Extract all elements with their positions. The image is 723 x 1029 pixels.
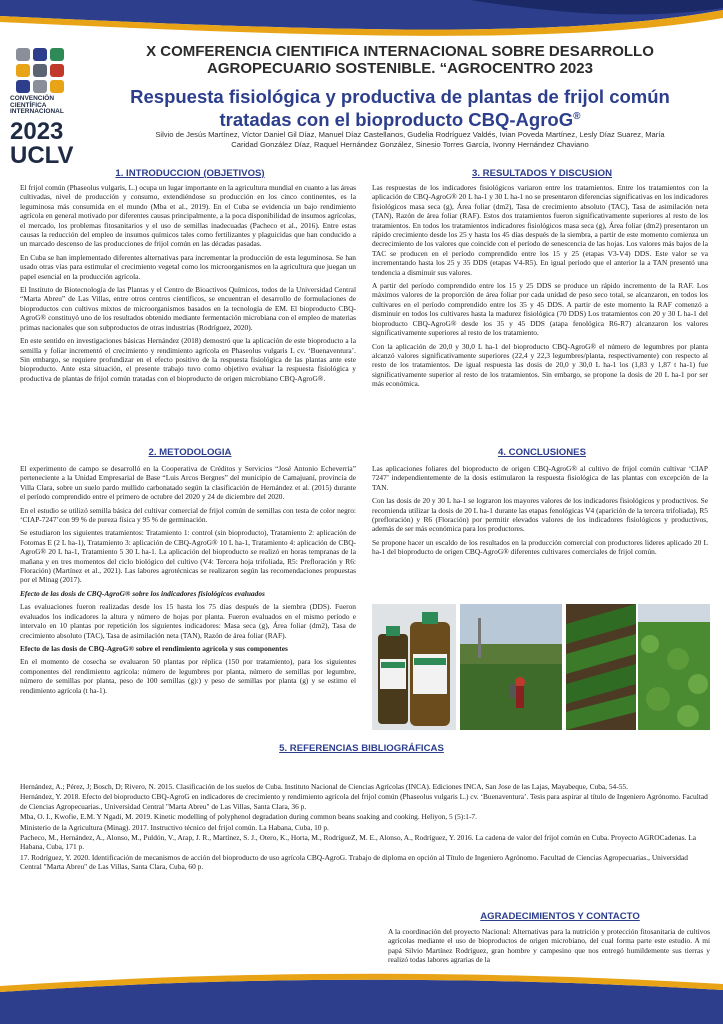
method-subheading: Efecto de las dosis de CBQ-AgroG® sobre el rendimiento agrícola y sus componentes xyxy=(20,643,288,653)
reference-item: Ministerio de la Agricultura (Minag). 2017. Instructivo técnico del frijol común. La Habana, Cuba, 10 p. xyxy=(20,822,329,832)
conference-title xyxy=(100,43,700,77)
reference-item: Pacheco, M., Hernández, A., Alonso, M., Puldón, V., Arap, J. R., Martínez, S. J., Otero, K., Horta, M., RodrígueZ, M. E., Alonso, A., Rodríguez, Y. 2016. La cadena de valor del frijol común en Cuba. Proyecto AGROCadenas. La Habana, Cuba, 171 p. xyxy=(20,833,697,852)
reference-item: 17. Rodríguez, Y. 2020. Identificación de mecanismos de acción del bioproducto de uso agrícola CBQ-AgroG. Trabajo de diploma en opción al Título de Ingeniero Agrónomo. Facultad de Ciencias Agropecuarias., Universidad Central "Marta Abreu" de Las Villas, Santa Clara, Cuba, 60 p. xyxy=(20,852,688,872)
acknowledgements-body: A la coordinación del proyecto Nacional: Alternativas para la nutrición y protección fitosanitaria de cultivos agrícolas mediante el uso de bioproductos de origen microbiano, del cual forma parte este estudio. A mi papá Silvio Martínez Rodríguez, gran hombre y campesino que nos entregó humildemente sus tierras y realizó todas labores agrarias de la xyxy=(388,927,710,965)
intro-body xyxy=(20,183,356,387)
section-title-intro: 1. INTRODUCCION (OBJETIVOS) xyxy=(115,168,265,179)
intro-paragraph: El Instituto de Biotecnología de las Plantas y el Centro de Bioactivos Químicos, todos de la Universidad Central “Marta Abreu” de Las Villas, entre otros centros científicos, se encuentran el desarrollo de formulaciones de bioproductos con cultivos mixtos de microorganismos basados en la tecnología de EM. El bioproducto CBQ-AgroG® constituyó uno de los resultados obtenido mediante fermentación microbiana con el empleo de materias primas nacionales que son subproductos de otras industrias (Rodríguez, 2020). xyxy=(20,285,356,332)
logo-line1: CONVENCIÓN xyxy=(10,95,55,102)
method-paragraph: Se estudiaron los siguientes tratamientos: Tratamiento 1: control (sin bioproducto), Tratamiento 2: aplicación de Fotomas E (2 L ha-1), Tratamiento 3: aplicación de CBQ-AgroG® 10 L ha-1, Tratamiento 4: aplicación de CBQ-AgroG® 20 L ha-1, Tratamiento 5 30 L ha-1. La aplicación del bioproducto se realizó en horas tempranas de la mañana y en tres momentos del ciclo biológico del cultivo (V4: Tercera hoja trifoliada, R5: Prefloración y R6: Floración) (Martínez et al., 2021). Las labores agrotécnicas se realizaron según las recomendaciones propuestas por el Minag (2017). xyxy=(20,528,356,585)
conclusions-body xyxy=(372,464,708,561)
bottom-decorative-band xyxy=(0,970,723,1024)
logo-text xyxy=(10,96,80,168)
logo-org: UCLV xyxy=(10,141,74,169)
method-paragraph: El experimento de campo se desarrolló en la Cooperativa de Créditos y Servicios “José Antonio Echeverría” perteneciente a la Unidad Empresarial de Base “Luis Arcos Bergnes” del municipio de Camajuaní, provincia de Villa Clara, sobre un suelo pardo mullido carbonatado según la clasificación de Hernández et al. (2015) durante el período comprendido entre el primero de octubre del 2020 y 24 de diciembre del 2020. xyxy=(20,464,356,502)
bean-plants-photo xyxy=(638,604,710,730)
intro-paragraph: En Cuba se han implementado diferentes alternativas para incrementar la producción de esta leguminosa. Se han usado otras vías para estimular el crecimiento vegetal como los microorganismos en la agricultura que juegan un papel esencial en la producción agrícola. xyxy=(20,252,356,281)
section-title-results: 3. RESULTADOS Y DISCUSION xyxy=(471,168,613,179)
registered-mark: ® xyxy=(573,111,581,122)
references-list xyxy=(20,782,710,873)
intro-paragraph: En este sentido en investigaciones básicas Hernández (2018) demostró que la aplicación de este bioproducto a la semilla y foliar incrementó el crecimiento y rendimiento agrícola en Phaseolus vulgaris L cv. ‘Buenaventura’. Sin embargo, se requiere profundizar en el efecto positivo de la respuesta fisiológica de las plantas ante este bioproducto. Ante esta situación, el presente trabajo tuvo como objetivo evaluar la respuesta fisiológica y productiva de plantas de frijol común tratadas con el bioproducto de origen microbiano CBQ-AgroG®. xyxy=(20,336,356,383)
methodology-body xyxy=(20,464,356,699)
results-paragraph: Con la aplicación de 20,0 y 30,0 L ha-1 del bioproducto CBQ-AgroG® el número de legumbres por planta alcanzó valores significativamente superiores (22,4 y 22,3 legumbres/planta, respectivamente) con respecto al resto de los tratamientos. De igual respuesta las dosis de 20,0 y 30,0 L ha-1 los (1,83 y 1,87 t ha-1) fue significativamente superior al resto de los tratamientos. Sin embargo, se propone la dosis de 20 L ha-1 por ser más económica. xyxy=(372,341,708,389)
results-body xyxy=(372,183,708,393)
method-paragraph: En el estudio se utilizó semilla básica del cultivar comercial de frijol común de semillas con testa de color negro: ‘CIAP-7247’con 99 % de pureza física y 95 % de germinación. xyxy=(20,505,356,525)
conference-title-line2: AGROPECUARIO SOSTENIBLE. “AGROCENTRO 2023 xyxy=(207,60,593,77)
authors-line1: Silvio de Jesús Martínez, Víctor Daniel Gil Díaz, Manuel Díaz Castellanos, Gudelia Rodríguez Valdés, Ivian Poveda Martínez, Lesly Díaz Suarez, María xyxy=(155,130,665,139)
method-paragraph: En el momento de cosecha se evaluaron 50 plantas por réplica (150 por tratamiento), para los siguientes componentes del rendimiento agrícola: número de legumbres por planta, número de semillas por legumbre, número de semillas por planta, peso de 100 semillas (g):) y peso de semillas por planta (g) y se estimo el rendimiento agrícola (t ha-1). xyxy=(20,657,356,695)
poster-title xyxy=(100,87,700,130)
field-spraying-photo xyxy=(460,604,562,730)
section-title-acknowledgements: AGRADECIMIENTOS Y CONTACTO xyxy=(480,911,640,922)
logo-line3: INTERNACIONAL xyxy=(10,108,64,115)
conclusions-paragraph: Las aplicaciones foliares del bioproducto de origen CBQ-AgroG® al cultivo de frijol común cultivar ‘CIAP 7247’ independientemente de la dosis estimularon la respuesta fisiológica de las plantas con excepción de la TAN. xyxy=(372,464,708,492)
product-bottles-photo xyxy=(372,604,456,730)
top-decorative-band xyxy=(0,0,723,46)
logo-year: 2023 xyxy=(10,117,64,145)
section-title-conclusions: 4. CONCLUSIONES xyxy=(498,447,586,458)
conference-title-line1: X COMFERENCIA CIENTIFICA INTERNACIONAL SOBRE DESARROLLO xyxy=(146,43,654,60)
authors xyxy=(110,130,710,150)
section-title-references: 5. REFERENCIAS BIBLIOGRÁFICAS xyxy=(279,743,444,754)
logo-line2: CIENTÍFICA xyxy=(10,101,47,109)
logo-grid-icon xyxy=(16,48,66,94)
poster-title-line2: tratadas con el bioproducto CBQ-AgroG xyxy=(219,109,574,131)
conference-logo xyxy=(10,46,90,169)
conclusions-paragraph: Con las dosis de 20 y 30 L ha-1 se lograron los mayores valores de los indicadores fisiológicos y productivos. Se recomienda utilizar la dosis de 20 L ha-1 durante las etapas fenológicas V4 (aparición de la tercera trifoliada), R5 (prefloración) y R6 (Floración) por permitir elevados valores de los indicadores fisiológicos y productivos, además de ser más económica para los productores. xyxy=(372,496,708,534)
authors-line2: Caridad González Díaz, Raquel Hernández González, Sinesio Torres García, Ivonny Hernández Chaviano xyxy=(231,140,589,149)
reference-item: Mba, O. I., Kwofie, E.M. Y Ngadi, M. 2019. Kinetic modelling of polyphenol degradation during common beans soaking and cooking. Heliyon, 5 (5):1-7. xyxy=(20,812,477,822)
reference-item: Hernández, Y. 2018. Efecto del bioproducto CBQ-AgroG en indicadores de crecimiento y rendimiento agrícola del frijol común (Phaseolus vulgaris L.) cv. ‘Buenaventura’. Tesis para aspirar al título de Ingeniero Agrónomo. Facultad de Ciencias Agropecuarias., Universidad Central "Marta Abreu" de Las Villas, Santa Clara, 36 p. xyxy=(20,792,708,811)
section-title-methodology: 2. METODOLOGIA xyxy=(148,447,232,458)
method-subheading: Efecto de las dosis de CBQ-AgroG® sobre los indicadores fisiológicos evaluados xyxy=(20,588,265,598)
results-paragraph: A partir del período comprendido entre los 15 y 25 DDS se produce un rápido incremento de la RAF. Los máximos valores de la proporción de área foliar por cada unidad de peso seco total, se alcanzaron, en todos los cultivares en el período comprendido entre los 35 y 45 DDS. A partir de este momento la RAF comenzó a disminuir en todos los cultivares hasta la madurez fisiológica (70 DDS) Los tratamientos con 20 y 30 L ha-1 del bioproducto CBQ-AgroG® desde los 35 y 45 DDS (atapa fenológica R6-R7) alcanzaron los valores significativamente superiores al resto de los tratamiento. xyxy=(372,281,708,338)
reference-item: Hernández, A.; Pérez, J; Bosch, D; Rivero, N. 2015. Clasificación de los suelos de Cuba. Instituto Nacional de Ciencias Agrícolas (INCA). Ediciones INCA, San Jose de las Lajas, Mayabeque, Cuba, 54-55. xyxy=(20,782,628,791)
poster-title-line1: Respuesta fisiológica y productiva de plantas de frijol común xyxy=(130,86,670,107)
conclusions-paragraph: Se propone hacer un escaldo de los resultados en la producción comercial con productores lideres aplicado 20 L ha-1 del bioproducto de origen CBQ-AgroG® diferentes cultivares comerciales de frijol común. xyxy=(372,537,708,557)
intro-paragraph: El frijol común (Phaseolus vulgaris, L.) ocupa un lugar importante en la agricultura mundial en cuanto a las áreas cultivadas, nivel de producción y consumo, extendiéndose su producción en los cinco continentes, es la leguminosa más consumida en el mundo (Mba et al., 2019). En el Cuba se evidencia un bajo rendimiento agrícola en general motivado por diferentes causas principalmente, a la poca disponibilidad de insumos agrícolas, el mercado, los problemas fitosanitarios y el uso de semillas inadecuadas (Pacheco et al., 2016). Entre estas causas la reducción del empleo de insumos químicos tales como fertilizantes y plaguicidas que han conducido a un marcado descenso de las producciones de frijol común en las décadas pasadas. xyxy=(20,183,356,249)
method-paragraph: Las evaluaciones fueron realizadas desde los 15 hasta los 75 días después de la siembra (DDS). Fueron evaluados los indicadores la altura y número de hojas por planta. Fueron evaluados en el mismo período e intervalo en 10 plantas por repetición los siguientes indicadores: Masa seca (g), Área foliar (dm2), Tasa de crecimiento absoluto (TAC), Tasa de asimilación neta (TAN), Razón de área foliar (RAF). xyxy=(20,602,356,640)
crop-rows-photo xyxy=(566,604,636,730)
results-paragraph: Las respuestas de los indicadores fisiológicos variaron entre los tratamientos. Entre los tratamientos con la aplicación de CBQ-AgroG® 20 L ha-1 y 30 L ha-1 no se presentaron diferencias significativas en los indicadores fisiológicos masa seca (g), Área foliar (dm2), Tasa de crecimiento absoluto (TAC), Tasa de asimilación neta (TAN), Razón de área foliar (RAF). Estos dos tratamientos fueron significativamente superiores al resto de los tratamientos. En todos los tratamientos indicadores fisiológicos masa seca (g), Área foliar (dm2) presentaron un rápido crecimiento desde los 25 y hasta los 45 días después de la siembra, a partir de este momento comienza un decrecimiento de los valores que coincide con el período de senescencia de las hojas. Los valores más bajos de la TAC se producen en el período comprendido entre los 15 y 25 (etapas V3-V4) DDS. Este valor se va incrementando hasta los 25 y 35 DDS (etapas V4-R5). En igual período que el anterior la a TAN presentó una tendencia a disminuir sus valores. xyxy=(372,183,708,277)
